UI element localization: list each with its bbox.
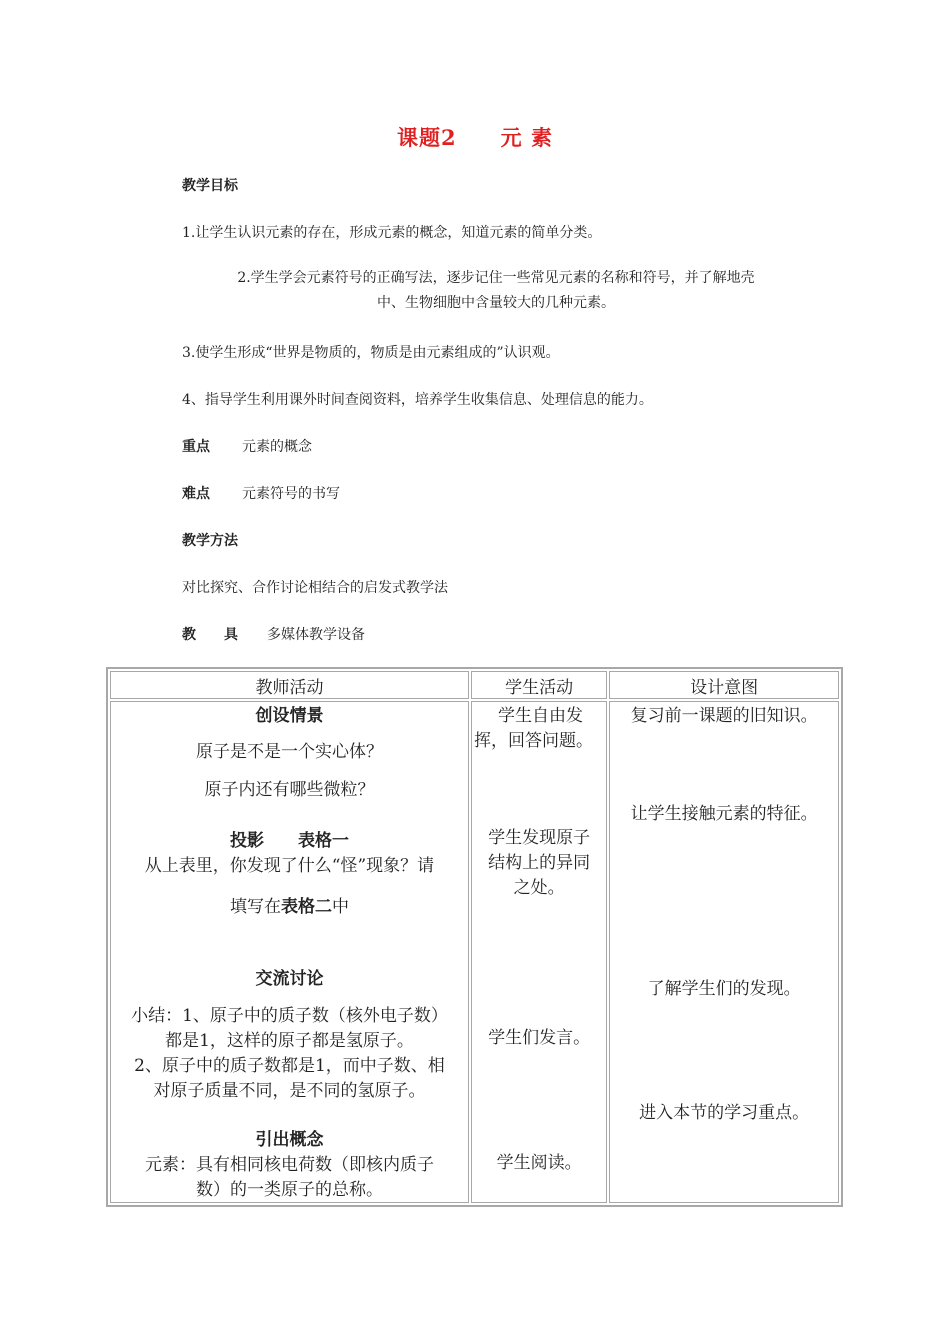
teacher-s2-title: 投影 表格一: [229, 831, 349, 851]
teacher-s4-line1: 元素：具有相同核电荷数（即核内质子: [144, 1155, 434, 1175]
table-body-row: [110, 701, 839, 1203]
key-point-label: 重点: [182, 439, 210, 455]
difficulty-value: 元素符号的书写: [242, 486, 340, 502]
design-d3: 了解学生们的发现。: [647, 979, 801, 999]
teacher-s3-title: 交流讨论: [255, 969, 324, 989]
tools: [182, 624, 365, 644]
objective-3: 3.使学生形成“世界是物质的，物质是由元素组成的”认识观。: [182, 345, 560, 361]
objective-4: 4、指导学生利用课外时间查阅资料，培养学生收集信息、处理信息的能力。: [182, 392, 653, 408]
teacher-s2-line2: [111, 895, 468, 920]
teacher-s2-line2-bold: 表格二: [280, 897, 332, 917]
student-a4: 学生阅读。: [496, 1153, 582, 1173]
difficulty-label: 难点: [182, 486, 210, 502]
objective-2-line2: 中、生物细胞中含量较大的几种元素。: [377, 295, 615, 311]
teacher-s3-line3: 2、原子中的质子数都是1，而中子数、相: [134, 1056, 445, 1076]
teacher-s1-title: 创设情景: [255, 706, 324, 726]
student-a1-line2: 挥，回答问题。: [473, 731, 593, 751]
design-d2: 让学生接触元素的特征。: [630, 804, 818, 824]
lesson-table: [106, 667, 843, 1207]
method-value: 对比探究、合作讨论相结合的启发式教学法: [182, 580, 448, 596]
student-activity-cell: [471, 701, 607, 1203]
difficulty: [182, 483, 340, 503]
page-title: [0, 122, 950, 152]
title-part1: 课题2: [397, 125, 457, 150]
header-student: 学生活动: [471, 671, 607, 699]
objectives-heading: 教学目标: [182, 178, 238, 194]
tools-value: 多媒体教学设备: [267, 627, 365, 643]
student-a3: 学生们发言。: [488, 1028, 591, 1048]
design-d1: 复习前一课题的旧知识。: [630, 706, 818, 726]
header-design: 设计意图: [609, 671, 839, 699]
objective-2-line1: 2.学生学会元素符号的正确写法，逐步记住一些常见元素的名称和符号，并了解地壳: [237, 270, 755, 286]
teacher-s4-line2: 数）的一类原子的总称。: [195, 1180, 383, 1200]
student-a2-line2: 结构上的异同: [488, 853, 591, 873]
objective-2: [182, 266, 810, 316]
student-a2-line3: 之处。: [513, 878, 565, 898]
method-heading: 教学方法: [182, 533, 238, 549]
key-point: [182, 436, 312, 456]
title-part2: 元 素: [500, 125, 553, 150]
teacher-s3-line4: 对原子质量不同，是不同的氢原子。: [153, 1081, 426, 1101]
teacher-s1-q2: 原子内还有哪些微粒？: [204, 780, 375, 800]
student-a1-line1: 学生自由发: [497, 706, 583, 726]
table-header-row: [110, 671, 839, 699]
teacher-s3-line2: 都是1，这样的原子都是氢原子。: [165, 1031, 414, 1051]
design-d4: 进入本节的学习重点。: [639, 1103, 810, 1123]
header-teacher: 教师活动: [110, 671, 469, 699]
teacher-s2-line1: 从上表里，你发现了什么“怪”现象？请: [144, 856, 435, 876]
tools-label: 教 具: [182, 627, 238, 643]
design-intent-cell: [609, 701, 839, 1203]
teacher-s4-title: 引出概念: [255, 1130, 324, 1150]
teacher-activity-cell: [110, 701, 469, 1203]
objective-1: 1.让学生认识元素的存在，形成元素的概念，知道元素的简单分类。: [182, 225, 602, 241]
teacher-s3-line1: 小结：1、原子中的质子数（核外电子数）: [131, 1006, 448, 1026]
student-a2-line1: 学生发现原子: [488, 828, 591, 848]
teacher-s2-line2-pre: 填写在: [229, 897, 281, 917]
teacher-s2-line2-post: 中: [331, 897, 349, 917]
teacher-s1-q1: 原子是不是一个实心体？: [195, 742, 383, 762]
key-point-value: 元素的概念: [242, 439, 312, 455]
